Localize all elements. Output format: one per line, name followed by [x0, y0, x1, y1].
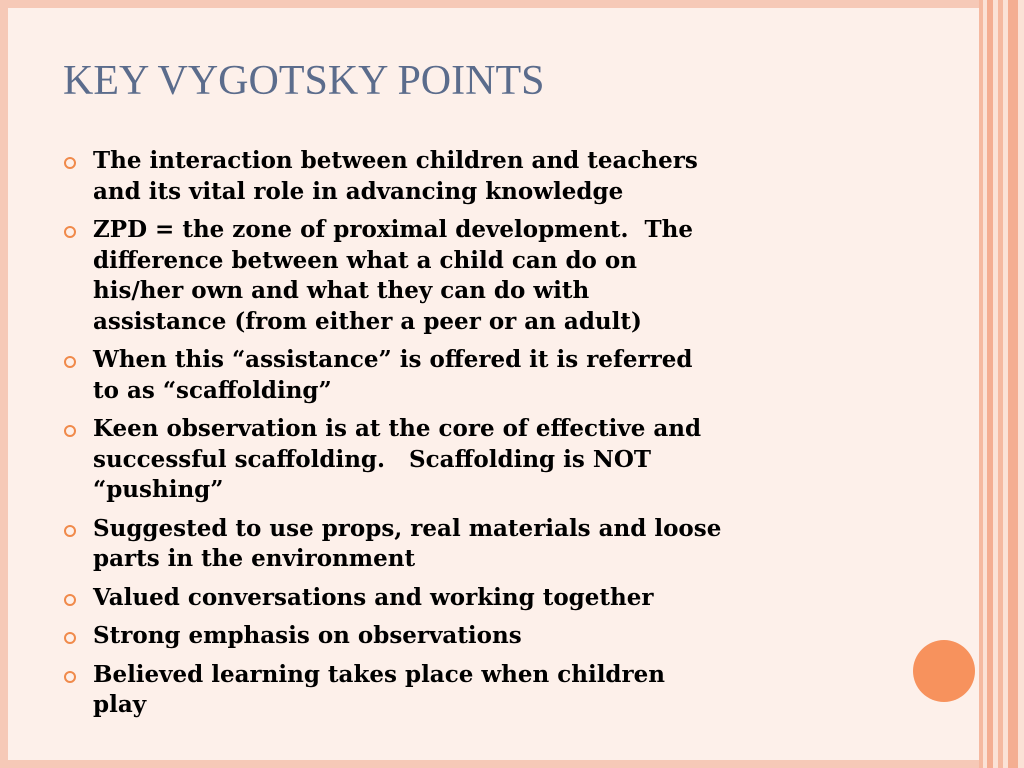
bullet-marker-icon — [64, 157, 76, 169]
bullet-text: Believed learning takes place when children play — [93, 660, 665, 718]
bullet-marker-icon — [64, 356, 76, 368]
stripe-1 — [979, 0, 983, 768]
bullet-marker-icon — [64, 671, 76, 683]
left-border — [0, 0, 8, 768]
bullet-text: Valued conversations and working together — [93, 583, 654, 611]
bullet-marker-icon — [64, 525, 76, 537]
bullet-text: ZPD = the zone of proximal development. The difference between what a child can do on his/her own and what they can do with assistance (from either a peer or an adult) — [93, 216, 693, 335]
bullet-marker-icon — [64, 594, 76, 606]
bullet-marker-icon — [64, 226, 76, 238]
bullet-item — [64, 345, 884, 406]
bullet-text: The interaction between children and teachers and its vital role in advancing knowledge — [93, 147, 698, 205]
orange-circle-icon — [913, 640, 975, 702]
bullet-item — [64, 215, 884, 337]
bottom-border — [0, 760, 1024, 768]
slide-title: KEY VYGOTSKY POINTS — [63, 58, 545, 104]
bullet-item — [64, 621, 884, 652]
bullet-item — [64, 583, 884, 614]
bullet-item — [64, 660, 884, 721]
stripe-4 — [1008, 0, 1018, 768]
bullet-list — [64, 146, 884, 729]
bullet-marker-icon — [64, 632, 76, 644]
bullet-item — [64, 146, 884, 207]
bullet-item — [64, 414, 884, 506]
stripe-2 — [987, 0, 993, 768]
bullet-text: Keen observation is at the core of effective and successful scaffolding. Scaffolding is NOT “pushing” — [93, 415, 702, 503]
bullet-text: When this “assistance” is offered it is referred to as “scaffolding” — [93, 346, 693, 404]
bullet-text: Strong emphasis on observations — [93, 622, 522, 649]
bullet-item — [64, 514, 884, 575]
stripe-3 — [998, 0, 1003, 768]
bullet-text: Suggested to use props, real materials and loose parts in the environment — [93, 514, 722, 572]
top-border — [0, 0, 1024, 8]
bullet-marker-icon — [64, 425, 76, 437]
